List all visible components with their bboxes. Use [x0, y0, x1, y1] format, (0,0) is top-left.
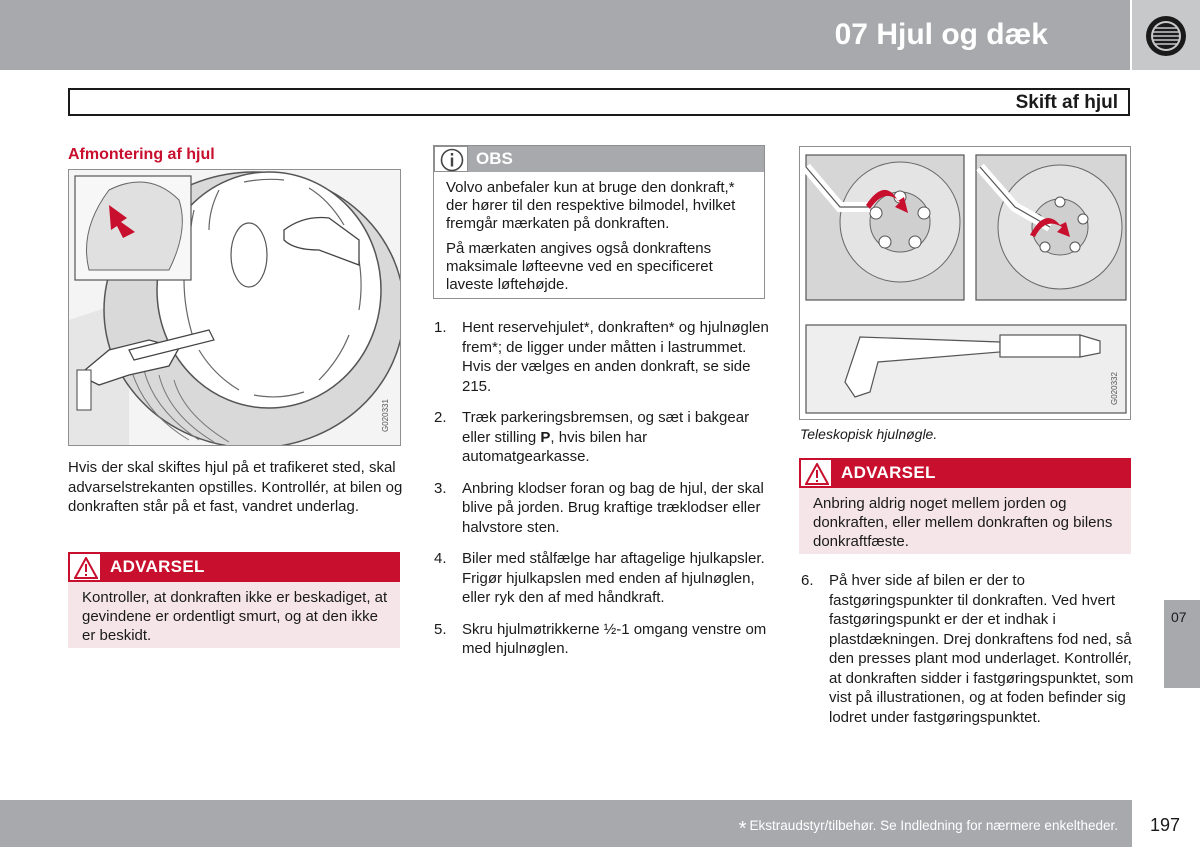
chapter-side-tab — [1164, 600, 1200, 688]
subsection-heading: Afmontering af hjul — [68, 146, 215, 163]
steps-list-right — [801, 571, 1136, 739]
figure-caption: Teleskopisk hjulnøgle. — [800, 426, 938, 442]
list-item — [434, 549, 770, 608]
footnote-star: * — [738, 818, 747, 840]
chapter-title: 07 Hjul og dæk — [834, 18, 1048, 51]
list-item — [434, 620, 770, 659]
step-number: 2. — [434, 409, 447, 426]
list-item — [434, 318, 770, 396]
step-number: 3. — [434, 479, 447, 497]
warning-box-right — [799, 458, 1131, 554]
obs-header — [434, 146, 764, 172]
wheel-removal-illustration — [68, 169, 401, 446]
info-icon — [434, 146, 468, 172]
warning-box-left — [68, 552, 400, 648]
step-number: 1. — [434, 319, 447, 336]
step-text-cont: , hvis bilen har automatgearkasse. — [462, 428, 648, 465]
page-number: 197 — [1150, 815, 1181, 835]
step-text: Hent reservehjulet*, donkraften* og hjulnøglen frem*; de ligger under måtten i lastrummet. Hvis der vælges en anden donkraft, se side 215. — [462, 319, 769, 395]
step-number: 5. — [434, 620, 447, 638]
obs-paragraph: Volvo anbefaler kun at bruge den donkraft,* der hører til den respektive bilmodel, hvilket fremgår mærkaten på donkraften. — [446, 179, 736, 232]
chapter-tab-label: 07 — [1171, 609, 1187, 625]
step-number: 6. — [801, 572, 814, 589]
obs-paragraph: På mærkaten angives også donkraftens maksimale løfteevne ved en specificeret laveste løftehøjde. — [446, 240, 713, 293]
chapter-header-bar — [0, 0, 1130, 70]
wheel-removal-drawing — [69, 170, 401, 446]
step-number: 4. — [434, 550, 447, 567]
step-text: Anbring klodser foran og bag de hjul, der skal blive på jorden. Brug kraftige træklodser eller halvstore sten. — [462, 479, 764, 536]
warning-label: ADVARSEL — [110, 557, 205, 576]
figure-code: G020331 — [381, 399, 390, 432]
warning-label: ADVARSEL — [841, 463, 936, 482]
warning-text: Anbring aldrig noget mellem jorden og donkraften, eller mellem donkraften og bilens donkraftfæste. — [813, 495, 1113, 550]
obs-label: OBS — [476, 149, 513, 168]
warning-header — [68, 552, 400, 582]
obs-body — [434, 172, 764, 294]
tire-icon — [1144, 14, 1188, 58]
gear-position-label: P — [540, 428, 551, 446]
wheel-wrench-drawing — [800, 147, 1131, 420]
chapter-icon-box — [1132, 0, 1200, 70]
figure-code: G020332 — [1110, 372, 1119, 405]
footnote-text: Ekstraudstyr/tilbehør. Se Indledning for nærmere enkeltheder. — [749, 818, 1118, 833]
step-text: Skru hjulmøtrikkerne ½-1 omgang venstre om med hjulnøglen. — [462, 620, 767, 657]
section-title: Skift af hjul — [1015, 92, 1118, 113]
step-text: Biler med stålfælge har aftagelige hjulkapsler. Frigør hjulkapslen med enden af hjulnøglen, eller ryk den af med håndkraft. — [462, 550, 765, 606]
steps-list-middle — [434, 318, 770, 671]
wheel-wrench-illustration — [799, 146, 1131, 420]
obs-note-box — [433, 145, 765, 299]
intro-paragraph: Hvis der skal skiftes hjul på et trafikeret sted, skal advarselstrekanten opstilles. Kontrollér, at bilen og donkraften står på et fast, vandret underlag. — [68, 459, 403, 515]
list-item — [434, 408, 770, 467]
warning-triangle-icon — [799, 458, 833, 488]
section-title-box — [68, 88, 1130, 116]
footer-bar — [0, 800, 1132, 847]
warning-text: Kontroller, at donkraften ikke er beskadiget, at gevindene er ordentligt smurt, og at den ikke er beskidt. — [82, 589, 388, 644]
list-item — [801, 571, 1136, 727]
step-text: På hver side af bilen er der to fastgøringspunkter til donkraften. Ved hvert fastgøringspunkt er der et indhak i plastdækningen. Drej donkraftens fod ned, så den presses plant mod underlaget. Kontrollér, at donkraften sidder i fastgøringspunktet, som vist på illustrationen, og at foden befinder sig lodret under fastgøringspunktet. — [829, 572, 1134, 726]
step-text: Træk parkeringsbremsen, og sæt i bakgear eller stilling — [462, 409, 750, 446]
list-item — [434, 479, 770, 538]
footnote — [739, 818, 1118, 841]
warning-triangle-icon — [68, 552, 102, 582]
warning-header — [799, 458, 1131, 488]
